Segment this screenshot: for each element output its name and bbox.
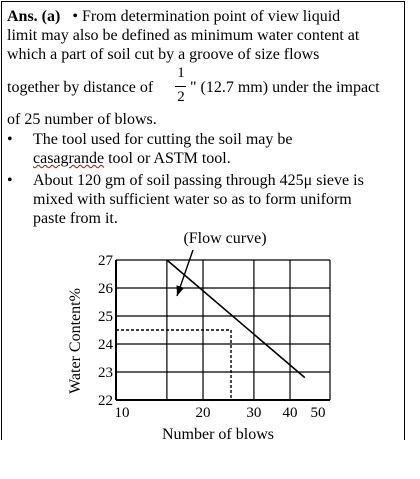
y-tick-labels <box>98 253 114 409</box>
answer-text: From determination point of view liquid <box>81 8 341 25</box>
fraction-numerator: 1 <box>177 65 185 81</box>
bullet-2-line-3: paste from it. <box>33 210 118 227</box>
fraction-denominator: 2 <box>177 89 185 105</box>
annotation-arrowhead <box>177 285 185 296</box>
x-tick-labels <box>115 405 326 421</box>
bullet-2-line-1: About 120 gm of soil passing through 425μ sieve is <box>33 172 364 189</box>
answer-label: Ans. (a) <box>7 8 61 25</box>
bullet-2-line-2: mixed with sufficient water so as to form uniform <box>33 191 352 208</box>
bullet-2-symbol: • <box>7 172 13 189</box>
bullet-1-line-1: The tool used for cutting the soil may be <box>33 131 293 148</box>
x-axis-label: Number of blows <box>162 426 274 443</box>
y-axis-label: Water Content% <box>67 288 84 394</box>
x-tick-label: 20 <box>195 405 211 421</box>
y-tick-label: 26 <box>98 281 113 297</box>
flow-curve-annotation: (Flow curve) <box>183 230 267 247</box>
answer-line-2: limit may also be defined as minimum water content at <box>7 27 360 44</box>
flow-curve-line <box>167 260 305 378</box>
bullet-symbol: • <box>72 8 78 25</box>
x-tick-label: 40 <box>282 405 298 421</box>
answer-line-4-end: " (12.7 mm) under the impact <box>190 79 380 96</box>
answer-line-3: which a part of soil cut by a groove of size flows <box>7 46 320 63</box>
casagrande-word: casagrande <box>33 150 105 167</box>
y-tick-label: 27 <box>98 253 113 269</box>
y-tick-label: 22 <box>98 393 113 409</box>
x-tick-label: 10 <box>114 405 130 421</box>
x-tick-label: 50 <box>310 405 326 421</box>
answer-line-4-start: together by distance of <box>7 79 154 96</box>
bullet-1-symbol: • <box>7 131 13 148</box>
x-tick-label: 30 <box>246 405 262 421</box>
y-tick-label: 25 <box>98 309 113 325</box>
y-tick-label: 23 <box>98 365 113 381</box>
bullet-1-line-2-rest: tool or ASTM tool. <box>108 150 231 167</box>
answer-line-5: of 25 number of blows. <box>7 111 157 128</box>
y-tick-label: 24 <box>98 337 113 353</box>
